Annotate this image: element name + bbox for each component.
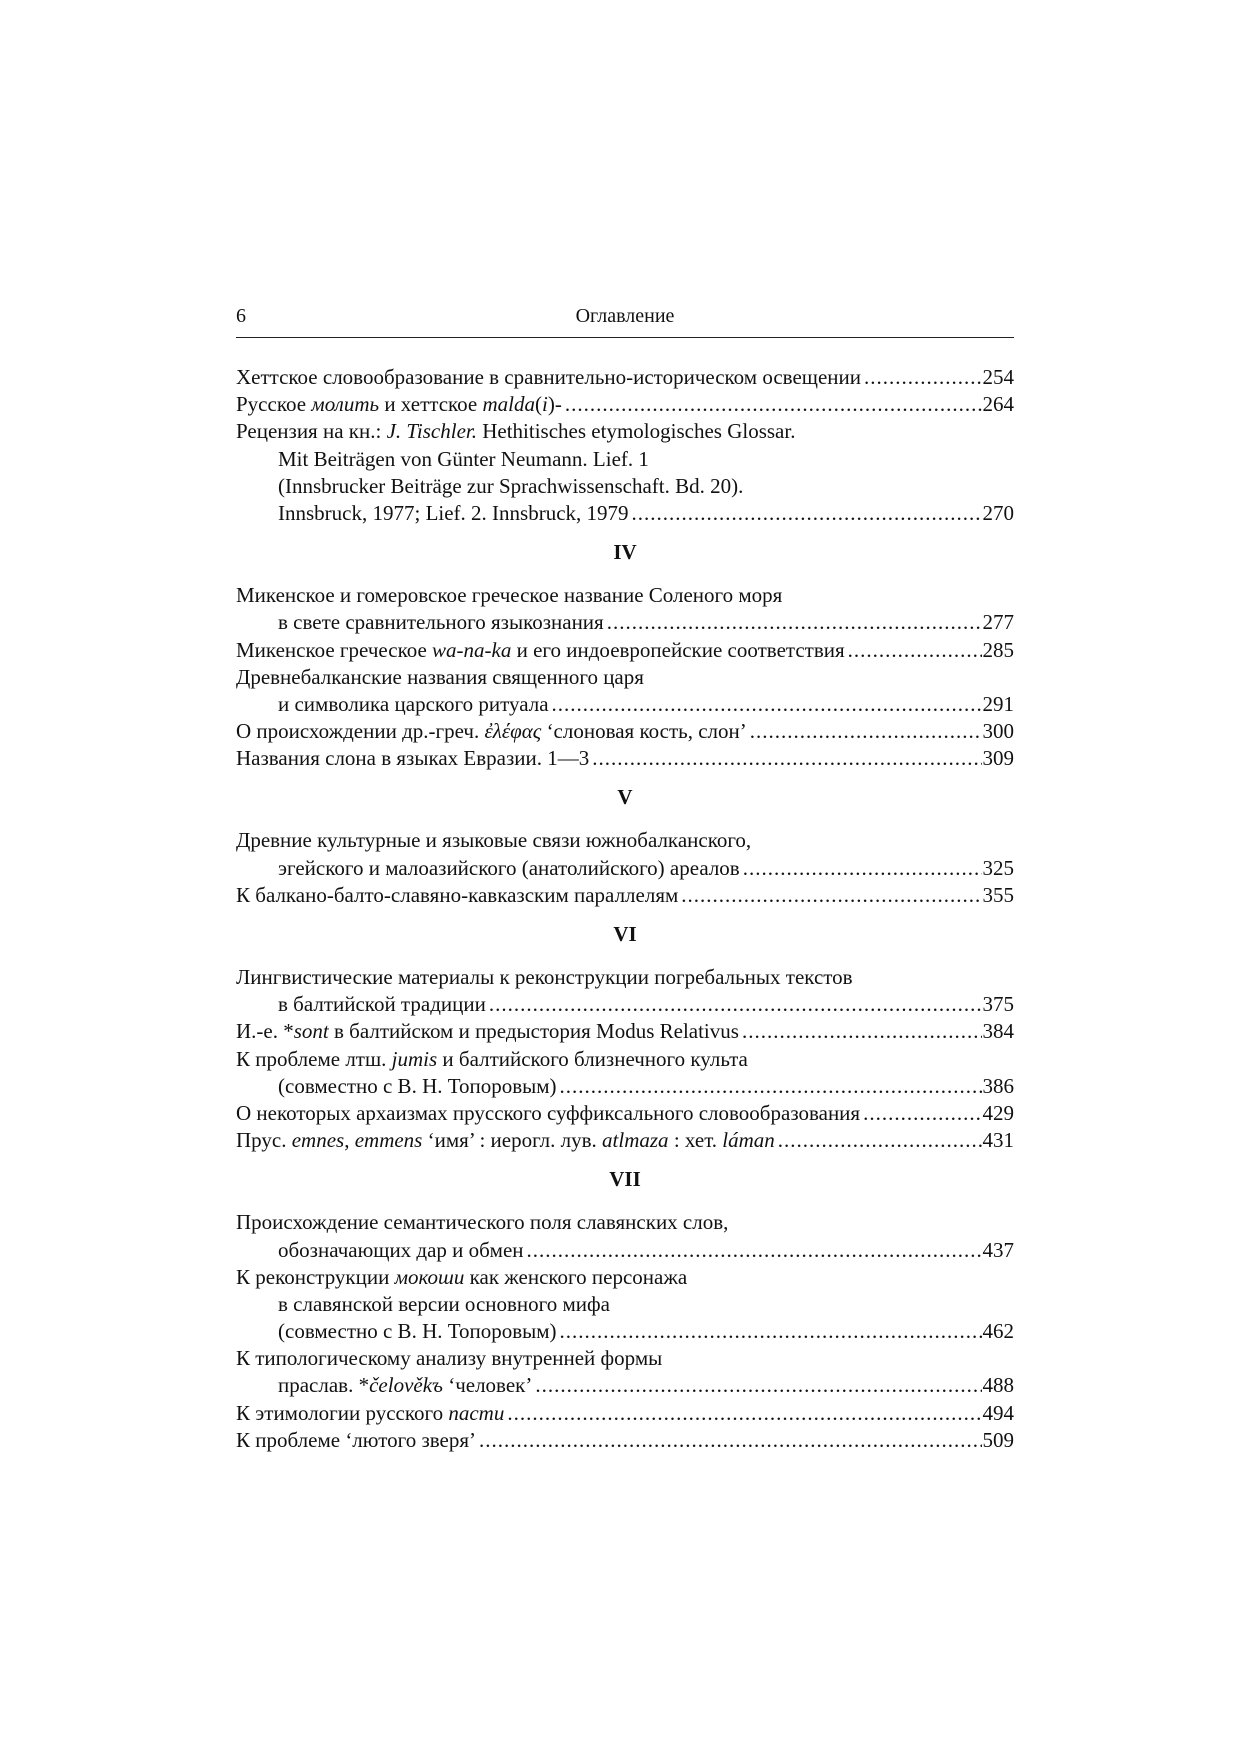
toc-page-ref: 386 — [982, 1073, 1014, 1098]
toc-page-ref: 384 — [982, 1019, 1014, 1044]
toc-entry-continuation: и символика царского ритуала ..... 291 — [236, 691, 1014, 718]
toc-page-ref: 355 — [982, 882, 1014, 907]
toc-entry: Хеттское словообразование в сравнительно-историческом освещении ..... 254 — [236, 364, 1014, 391]
section-heading-v: V — [617, 785, 633, 810]
toc-page-ref: 509 — [982, 1427, 1014, 1452]
toc-entry: Прус. emnes, emmens ‘имя’ : иерогл. лув. atlmaza : хет. láman ..... 431 — [236, 1127, 1014, 1154]
section-heading-vii: VII — [609, 1167, 641, 1192]
toc-entry: К типологическому анализу внутренней формы — [236, 1346, 663, 1371]
toc-entry: К этимологии русского пасти ..... 494 — [236, 1400, 1014, 1427]
toc-page-ref: 277 — [982, 610, 1014, 635]
toc-page-ref: 285 — [982, 637, 1014, 662]
toc-page-ref: 264 — [982, 392, 1014, 417]
table-of-contents — [236, 364, 1014, 1454]
toc-entry: И.-е. *sont в балтийском и предыстория Modus Relativus ..... 384 — [236, 1018, 1014, 1045]
toc-entry-continuation: в балтийской традиции ..... 375 — [236, 991, 1014, 1018]
toc-entry-continuation: в славянской версии основного мифа — [278, 1291, 610, 1316]
toc-page-ref: 437 — [982, 1237, 1014, 1262]
toc-page-ref: 270 — [982, 500, 1014, 525]
toc-page-ref: 488 — [982, 1373, 1014, 1398]
toc-page-ref: 309 — [982, 746, 1014, 771]
toc-entry-continuation: в свете сравнительного языкознания ..... 277 — [236, 609, 1014, 636]
toc-page-ref: 462 — [982, 1319, 1014, 1344]
toc-entry: Происхождение семантического поля славянских слов, — [236, 1210, 729, 1235]
toc-entry: Лингвистические материалы к реконструкции погребальных текстов — [236, 965, 853, 989]
toc-entry-continuation: Mit Beiträgen von Günter Neumann. Lief. 1 — [278, 446, 649, 471]
toc-page-ref: 429 — [982, 1100, 1014, 1125]
toc-entry: Микенское и гомеровское греческое название Соленого моря — [236, 583, 783, 608]
toc-entry-continuation: (совместно с В. Н. Топоровым) ..... 386 — [236, 1073, 1014, 1100]
toc-entry-continuation: праслав. *čelověkъ ‘человек’ ..... 488 — [236, 1372, 1014, 1399]
toc-entry: К реконструкции мокоши как женского персонажа — [236, 1264, 688, 1289]
toc-entry-continuation: (совместно с В. Н. Топоровым) ..... 462 — [236, 1318, 1014, 1345]
toc-entry: О некоторых архаизмах прусского суффиксального словообразования ..... 429 — [236, 1100, 1014, 1127]
section-heading-iv: IV — [613, 540, 637, 565]
toc-entry: К балкано-балто-славяно-кавказским параллелям ..... 355 — [236, 882, 1014, 909]
page-number: 6 — [236, 305, 246, 327]
toc-entry-continuation: эгейского и малоазийского (анатолийского) ареалов ..... 325 — [236, 855, 1014, 882]
toc-page-ref: 431 — [982, 1128, 1014, 1153]
toc-entry: Древние культурные и языковые связи южнобалканского, — [236, 828, 752, 853]
running-title: Оглавление — [575, 305, 675, 327]
toc-entry: К проблеме лтш. jumis и балтийского близнечного культа — [236, 1046, 748, 1071]
toc-entry-continuation: (Innsbrucker Beiträge zur Sprachwissenschaft. Bd. 20). — [278, 473, 744, 498]
toc-entry: Микенское греческое wa-na-ka и его индоевропейские соответствия ..... 285 — [236, 637, 1014, 664]
toc-entry-continuation: Innsbruck, 1977; Lief. 2. Innsbruck, 1979 ..... 270 — [236, 500, 1014, 527]
toc-entry: Названия слона в языках Евразии. 1—3 ..... 309 — [236, 745, 1014, 772]
toc-page-ref: 375 — [982, 992, 1014, 1017]
toc-entry: О происхождении др.-греч. ἐλέφας ‘слоновая кость, слон’ ..... 300 — [236, 718, 1014, 745]
toc-page-ref: 300 — [982, 719, 1014, 744]
toc-entry: Русское молить и хеттское malda(i)- ..... 264 — [236, 391, 1014, 418]
running-header — [236, 303, 1014, 338]
toc-entry: Древнебалканские названия священного царя — [236, 664, 644, 689]
toc-entry: К проблеме ‘лютого зверя’ ..... 509 — [236, 1427, 1014, 1454]
toc-page-ref: 494 — [982, 1400, 1014, 1425]
toc-page-ref: 254 — [982, 365, 1014, 389]
section-heading-vi: VI — [613, 922, 637, 946]
toc-entry-continuation: обозначающих дар и обмен ..... 437 — [236, 1237, 1014, 1264]
toc-page-ref: 325 — [982, 855, 1014, 880]
toc-page-ref: 291 — [982, 691, 1014, 716]
toc-entry: Рецензия на кн.: J. Tischler. Hethitisches etymologisches Glossar. — [236, 419, 796, 444]
